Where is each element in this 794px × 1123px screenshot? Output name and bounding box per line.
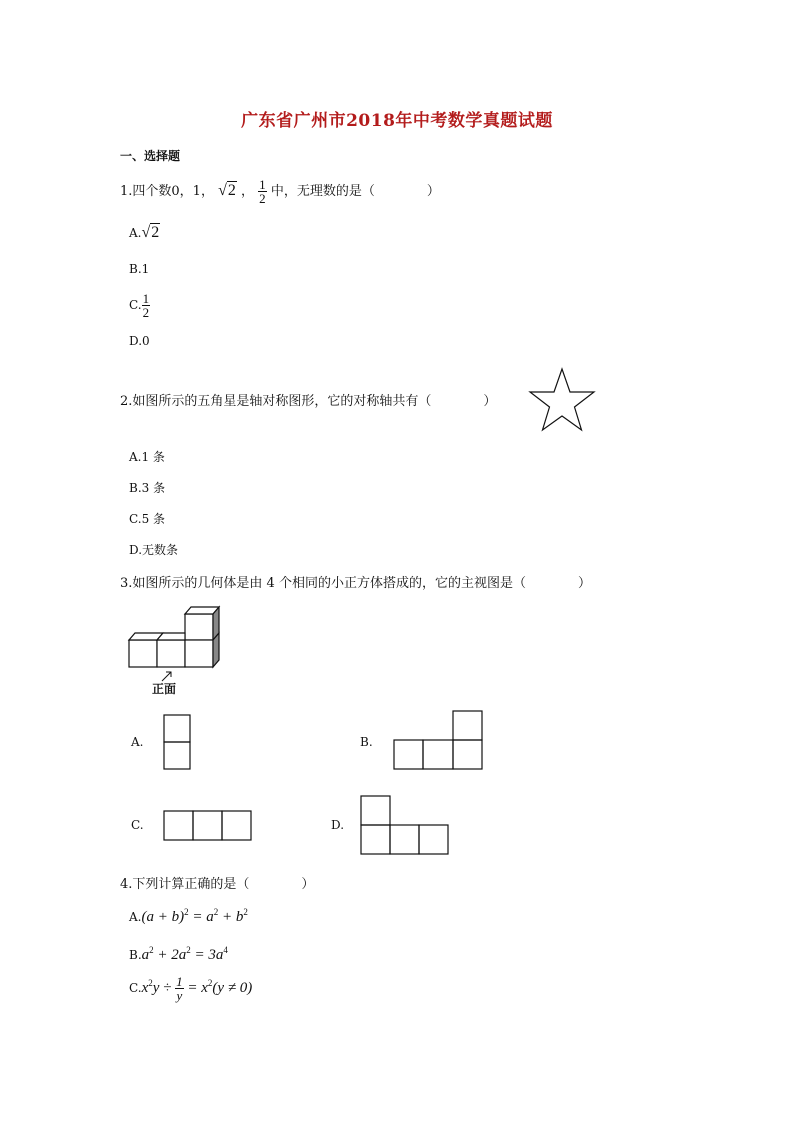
q4-option-b bbox=[129, 945, 228, 964]
question-4: 4.下列计算正确的是（ ） bbox=[120, 877, 315, 892]
option-b-label: B. bbox=[129, 948, 142, 962]
q3-option-d-figure bbox=[360, 795, 450, 855]
five-pointed-star-figure bbox=[528, 368, 596, 432]
fraction-numerator: 1 bbox=[142, 291, 150, 306]
q3-option-b-figure bbox=[392, 710, 484, 770]
exponent: 2 bbox=[243, 907, 248, 917]
expr-base: (a + b) bbox=[141, 909, 185, 925]
q1-option-d: D.0 bbox=[129, 334, 150, 348]
exponent: 2 bbox=[148, 977, 153, 988]
expr-part: + b bbox=[218, 909, 244, 925]
option-c-label: C. bbox=[129, 298, 142, 312]
q4-option-c bbox=[129, 975, 252, 1002]
option-a-expression bbox=[141, 909, 247, 925]
exponent: 2 bbox=[186, 945, 191, 955]
option-c-label: C. bbox=[129, 980, 142, 995]
fraction-denominator: 2 bbox=[142, 305, 150, 320]
question-2: 2.如图所示的五角星是轴对称图形，它的对称轴共有（ ） bbox=[120, 394, 497, 409]
q1-option-c bbox=[129, 292, 150, 319]
option-a-label: A. bbox=[129, 910, 142, 924]
q3-option-c-label: C. bbox=[131, 818, 144, 832]
q3-option-b-label: B. bbox=[360, 735, 373, 749]
option-b-expression bbox=[142, 947, 228, 963]
expr-part: = x bbox=[183, 979, 208, 996]
question-1 bbox=[120, 178, 440, 205]
exponent: 2 bbox=[184, 907, 189, 917]
exponent: 2 bbox=[207, 977, 213, 988]
sqrt-two: √2 bbox=[218, 182, 236, 199]
question-1-sep: ， bbox=[241, 184, 255, 199]
q2-option-b: B.3 条 bbox=[129, 481, 166, 495]
q3-option-c-figure bbox=[163, 810, 253, 842]
option-a-label: A. bbox=[129, 226, 142, 240]
q1-option-b: B.1 bbox=[129, 262, 150, 276]
section-heading: 一、选择题 bbox=[120, 149, 181, 163]
question-1-prefix: 1.四个数0，1， bbox=[120, 184, 214, 199]
q2-option-a: A.1 条 bbox=[129, 450, 165, 464]
fraction-denominator: y bbox=[176, 988, 183, 1003]
q2-option-d: D.无数条 bbox=[129, 543, 179, 557]
option-c-expression bbox=[141, 974, 253, 1003]
fraction-one-half bbox=[258, 178, 267, 205]
q3-option-a-figure bbox=[163, 714, 191, 770]
q1-option-a bbox=[129, 224, 160, 242]
q4-option-a bbox=[129, 907, 248, 926]
q3-option-a-label: A. bbox=[131, 735, 144, 749]
fraction-denominator: 2 bbox=[259, 191, 266, 206]
cube-solid-figure bbox=[126, 604, 232, 670]
expr-part: = 3a bbox=[190, 947, 224, 963]
expr-part: + 2a bbox=[153, 947, 187, 963]
q3-option-d-label: D. bbox=[331, 818, 345, 832]
fraction-one-half bbox=[142, 292, 151, 319]
page-title: 广东省广州市2018年中考数学真题试题 bbox=[241, 111, 553, 131]
expr-condition: (y ≠ 0) bbox=[212, 979, 253, 996]
fraction-one-over-y bbox=[175, 975, 184, 1002]
fraction-numerator: 1 bbox=[259, 177, 266, 192]
expr-part: a bbox=[141, 947, 150, 963]
sqrt-radicand: 2 bbox=[151, 224, 160, 241]
q2-option-c: C.5 条 bbox=[129, 512, 166, 526]
expr-part: y ÷ bbox=[152, 979, 176, 996]
front-view-label: 正面 bbox=[152, 682, 177, 696]
fraction-numerator: 1 bbox=[176, 974, 183, 989]
expr-part: = a bbox=[188, 909, 214, 925]
expr-part: x bbox=[141, 979, 149, 996]
exponent: 2 bbox=[213, 907, 219, 917]
question-3: 3.如图所示的几何体是由 4 个相同的小正方体搭成的，它的主视图是（ ） bbox=[120, 576, 591, 591]
sqrt-radicand: 2 bbox=[227, 182, 236, 199]
exponent: 4 bbox=[223, 945, 228, 955]
question-1-suffix: 中，无理数的是（ ） bbox=[270, 184, 440, 199]
sqrt-two: √2 bbox=[141, 224, 160, 241]
exponent: 2 bbox=[149, 945, 154, 955]
